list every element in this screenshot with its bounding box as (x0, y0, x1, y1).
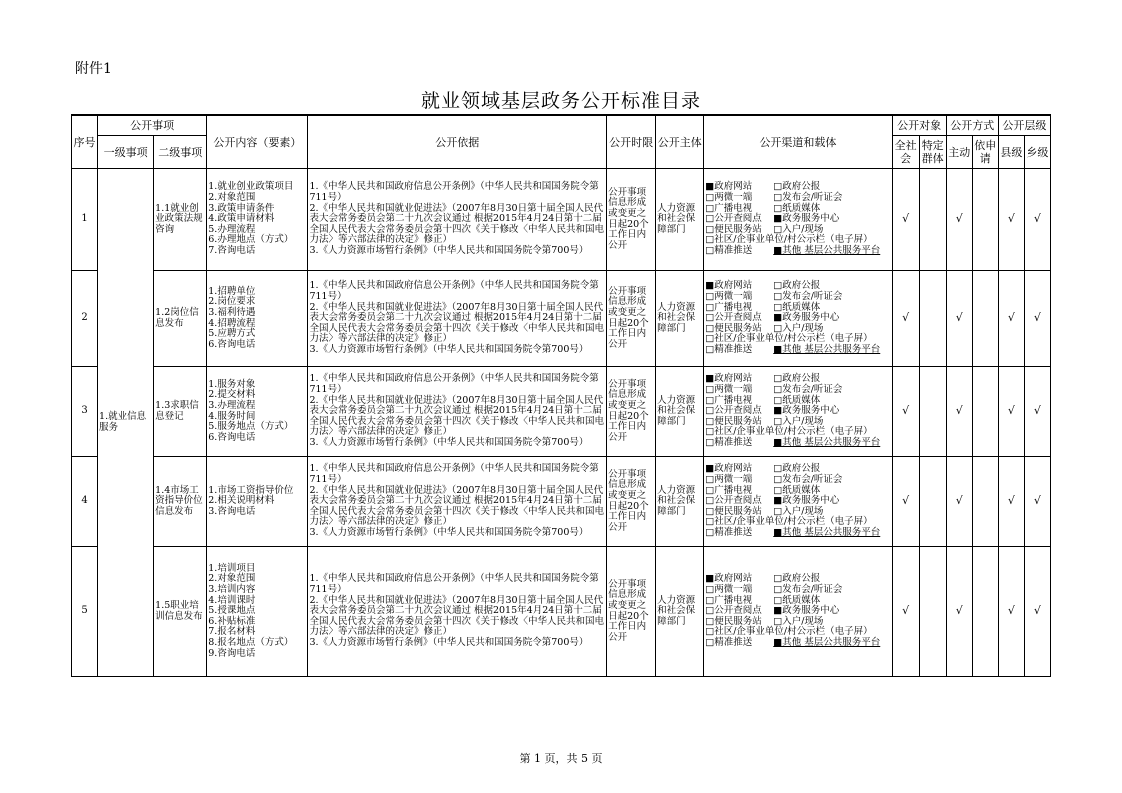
channel-option: □广播电视 (705, 301, 753, 313)
channels-list (704, 547, 892, 677)
method-active-check: √ (946, 547, 972, 677)
audience-all-check: √ (892, 457, 919, 547)
publishing-subject: 人力资源和社会保障部门 (656, 547, 704, 677)
channel-option: □公开查阅点 (705, 312, 762, 324)
channel-option: □精准推送 (705, 436, 753, 448)
legal-basis (308, 547, 607, 677)
channel-option: □便民服务站 (705, 223, 762, 235)
channel-option: □政府公报 (773, 373, 821, 385)
header-audience-group: 公开对象 (892, 115, 946, 136)
header-time-limit: 公开时限 (607, 115, 656, 169)
method-request-check (972, 169, 998, 271)
content-line: 3.培训内容 (208, 584, 256, 596)
audience-all-check: √ (892, 367, 919, 457)
channel-option: □精准推送 (705, 244, 753, 256)
channel-option: □公开查阅点 (705, 605, 762, 617)
content-line: 5.授课地点 (208, 605, 256, 617)
channel-option: □广播电视 (705, 202, 753, 214)
channel-option: □精准推送 (705, 526, 753, 538)
channel-option: □入户/现场 (773, 505, 824, 517)
row-index: 2 (72, 271, 98, 367)
channels-list (704, 271, 892, 367)
publishing-subject: 人力资源和社会保障部门 (656, 169, 704, 271)
table-row (72, 169, 1051, 271)
channel-option: □广播电视 (705, 484, 753, 496)
channel-option: ■政务服务中心 (773, 495, 840, 507)
channel-option: □入户/现场 (773, 415, 824, 427)
content-line: 8.报名地点（方式） (208, 636, 294, 648)
channel-option: □纸质媒体 (773, 484, 821, 496)
basis-line: 3.《人力资源市场暂行条例》（中华人民共和国国务院令第700号） (309, 636, 589, 648)
channel-option: □便民服务站 (705, 615, 762, 627)
header-audience-all: 全社会 (892, 136, 919, 169)
method-active-check: √ (946, 169, 972, 271)
channel-option: □纸质媒体 (773, 394, 821, 406)
content-line: 1.培训项目 (208, 562, 256, 574)
audience-specific-check (919, 169, 946, 271)
level-township-check: √ (1024, 271, 1050, 367)
time-limit: 公开事项信息形成或变更之日起20个工作日内公开 (607, 457, 656, 547)
standards-catalog-table (71, 114, 1051, 677)
header-index: 序号 (72, 115, 98, 169)
content-line: 2.岗位要求 (208, 296, 256, 308)
audience-specific-check (919, 271, 946, 367)
content-line: 6.咨询电话 (208, 431, 256, 443)
basis-line: 3.《人力资源市场暂行条例》（中华人民共和国国务院令第700号） (309, 436, 589, 448)
content-line: 4.培训课时 (208, 594, 256, 606)
content-line: 1.就业创业政策项目 (208, 181, 294, 193)
channel-option: □公开查阅点 (705, 405, 762, 417)
channel-option: □广播电视 (705, 594, 753, 606)
level-township-check: √ (1024, 547, 1050, 677)
channel-option: ■其他 基层公共服务平台 (773, 343, 881, 355)
level2-item: 1.5职业培训信息发布 (154, 547, 207, 677)
publishing-subject: 人力资源和社会保障部门 (656, 367, 704, 457)
content-line: 5.应聘方式 (208, 328, 256, 340)
content-line: 3.办理流程 (208, 399, 256, 411)
basis-line: 2.《中华人民共和国就业促进法》（2007年8月30日第十届全国人民代表大会常务委员会第二十九次会议通过 根据2015年4月24日第十二届全国人民代表大会常务委员会第十四次《关于修改〈中华人民共和国电力法〉等六部法律的决定》修正） (309, 594, 604, 638)
channel-option: □发布会/听证会 (773, 474, 843, 486)
time-limit: 公开事项信息形成或变更之日起20个工作日内公开 (607, 547, 656, 677)
content-line: 6.咨询电话 (208, 338, 256, 350)
channel-option: ■政务服务中心 (773, 312, 840, 324)
channel-option: □纸质媒体 (773, 202, 821, 214)
content-line: 6.办理地点（方式） (208, 234, 294, 246)
channel-row (705, 638, 890, 649)
table-row (72, 547, 1051, 677)
basis-line: 2.《中华人民共和国就业促进法》（2007年8月30日第十届全国人民代表大会常务委员会第二十九次会议通过 根据2015年4月24日第十二届全国人民代表大会常务委员会第十四次《关于修改〈中华人民共和国电力法〉等六部法律的决定》修正） (309, 301, 604, 345)
header-subject: 公开主体 (656, 115, 704, 169)
channel-option: □政府公报 (773, 280, 821, 292)
content-line: 9.咨询电话 (208, 647, 256, 659)
audience-all-check: √ (892, 271, 919, 367)
content-line: 3.咨询电话 (208, 505, 256, 517)
legal-basis (308, 169, 607, 271)
level2-item: 1.4市场工资指导价位信息发布 (154, 457, 207, 547)
channel-option: □社区/企事业单位/村公示栏（电子屏） (705, 333, 873, 345)
channel-row (705, 246, 890, 257)
time-limit: 公开事项信息形成或变更之日起20个工作日内公开 (607, 169, 656, 271)
channel-option: □政府公报 (773, 463, 821, 475)
legal-basis (308, 271, 607, 367)
level-county-check: √ (998, 367, 1024, 457)
channel-option: ■政府网站 (705, 181, 753, 193)
header-audience-specific: 特定群体 (919, 136, 946, 169)
row-index: 1 (72, 169, 98, 271)
basis-line: 1.《中华人民共和国政府信息公开条例》（中华人民共和国国务院令第711号） (309, 280, 599, 303)
method-active-check: √ (946, 271, 972, 367)
content-line: 2.对象范围 (208, 192, 256, 204)
header-method-group: 公开方式 (946, 115, 998, 136)
header-method-active: 主动 (946, 136, 972, 169)
channel-option: □公开查阅点 (705, 213, 762, 225)
channel-option: □纸质媒体 (773, 301, 821, 313)
channel-option: □发布会/听证会 (773, 584, 843, 596)
basis-line: 2.《中华人民共和国就业促进法》（2007年8月30日第十届全国人民代表大会常务委员会第二十九次会议通过 根据2015年4月24日第十二届全国人民代表大会常务委员会第十四次《关于修改〈中华人民共和国电力法〉等六部法律的决定》修正） (309, 394, 604, 438)
header-level1: 一级事项 (98, 136, 154, 169)
header-level-township: 乡级 (1024, 136, 1050, 169)
legal-basis (308, 457, 607, 547)
channel-option: ■其他 基层公共服务平台 (773, 526, 881, 538)
channel-option: ■其他 基层公共服务平台 (773, 436, 881, 448)
method-request-check (972, 457, 998, 547)
channel-option: □入户/现场 (773, 615, 824, 627)
row-index: 3 (72, 367, 98, 457)
level-township-check: √ (1024, 457, 1050, 547)
page-footer: 第 1 页，共 5 页 (519, 752, 603, 765)
channels-list (704, 169, 892, 271)
content-line: 7.报名材料 (208, 626, 256, 638)
content-line: 2.提交材料 (208, 389, 256, 401)
channel-option: □两微一端 (705, 584, 753, 596)
basis-line: 1.《中华人民共和国政府信息公开条例》（中华人民共和国国务院令第711号） (309, 373, 599, 396)
channel-row (705, 438, 890, 449)
method-request-check (972, 271, 998, 367)
channel-option: □发布会/听证会 (773, 291, 843, 303)
channel-option: □发布会/听证会 (773, 384, 843, 396)
channel-option: ■政府网站 (705, 373, 753, 385)
channel-option: □便民服务站 (705, 322, 762, 334)
legal-basis (308, 367, 607, 457)
table-row (72, 271, 1051, 367)
basis-line: 1.《中华人民共和国政府信息公开条例》（中华人民共和国国务院令第711号） (309, 573, 599, 596)
channel-option: ■政务服务中心 (773, 405, 840, 417)
content-line: 3.福利待遇 (208, 306, 256, 318)
channel-option: □政府公报 (773, 181, 821, 193)
channel-option: □社区/企事业单位/村公示栏（电子屏） (705, 626, 873, 638)
channel-option: □两微一端 (705, 192, 753, 204)
content-line: 7.咨询电话 (208, 244, 256, 256)
channel-option: ■政府网站 (705, 463, 753, 475)
table-body (72, 169, 1051, 677)
time-limit: 公开事项信息形成或变更之日起20个工作日内公开 (607, 271, 656, 367)
method-active-check: √ (946, 457, 972, 547)
publishing-subject: 人力资源和社会保障部门 (656, 271, 704, 367)
method-request-check (972, 547, 998, 677)
header-content: 公开内容（要素） (207, 115, 308, 169)
header-level2: 二级事项 (154, 136, 207, 169)
basis-line: 3.《人力资源市场暂行条例》（中华人民共和国国务院令第700号） (309, 343, 589, 355)
header-level-county: 县级 (998, 136, 1024, 169)
content-line: 3.政策申请条件 (208, 202, 275, 214)
channel-option: □社区/企事业单位/村公示栏（电子屏） (705, 234, 873, 246)
header-items-group: 公开事项 (98, 115, 207, 136)
content-line: 1.服务对象 (208, 378, 256, 390)
channel-option: ■政务服务中心 (773, 605, 840, 617)
content-line: 4.服务时间 (208, 410, 256, 422)
level2-item: 1.3求职信息登记 (154, 367, 207, 457)
content-elements (207, 457, 308, 547)
method-active-check: √ (946, 367, 972, 457)
level-county-check: √ (998, 271, 1024, 367)
content-line: 2.对象范围 (208, 573, 256, 585)
header-level-group: 公开层级 (998, 115, 1050, 136)
audience-all-check: √ (892, 169, 919, 271)
audience-specific-check (919, 547, 946, 677)
content-line: 6.补贴标准 (208, 615, 256, 627)
content-elements (207, 367, 308, 457)
channel-option: □入户/现场 (773, 322, 824, 334)
table-row (72, 367, 1051, 457)
content-elements (207, 547, 308, 677)
level1-item: 1.就业信息服务 (98, 169, 154, 677)
channel-option: □精准推送 (705, 343, 753, 355)
channel-option: ■其他 基层公共服务平台 (773, 244, 881, 256)
basis-line: 1.《中华人民共和国政府信息公开条例》（中华人民共和国国务院令第711号） (309, 463, 599, 486)
channel-option: ■政府网站 (705, 280, 753, 292)
document-title: 就业领域基层政务公开标准目录 (420, 90, 701, 112)
channels-list (704, 367, 892, 457)
header-channels: 公开渠道和载体 (704, 115, 892, 169)
channel-option: □政府公报 (773, 573, 821, 585)
publishing-subject: 人力资源和社会保障部门 (656, 457, 704, 547)
channels-list (704, 457, 892, 547)
content-elements (207, 271, 308, 367)
header-basis: 公开依据 (308, 115, 607, 169)
content-line: 1.市场工资指导价位 (208, 484, 294, 496)
content-line: 5.办理流程 (208, 223, 256, 235)
channel-option: □两微一端 (705, 291, 753, 303)
level2-item: 1.1就业创业政策法规咨询 (154, 169, 207, 271)
row-index: 5 (72, 547, 98, 677)
level-county-check: √ (998, 169, 1024, 271)
channel-option: □精准推送 (705, 636, 753, 648)
row-index: 4 (72, 457, 98, 547)
basis-line: 2.《中华人民共和国就业促进法》（2007年8月30日第十届全国人民代表大会常务委员会第二十九次会议通过 根据2015年4月24日第十二届全国人民代表大会常务委员会第十四次《关于修改〈中华人民共和国电力法〉等六部法律的决定》修正） (309, 484, 604, 528)
channel-option: □广播电视 (705, 394, 753, 406)
method-request-check (972, 367, 998, 457)
header-method-request: 依申请 (972, 136, 998, 169)
level-township-check: √ (1024, 169, 1050, 271)
table-row (72, 457, 1051, 547)
content-line: 1.招聘单位 (208, 285, 256, 297)
channel-option: □发布会/听证会 (773, 192, 843, 204)
channel-option: □便民服务站 (705, 415, 762, 427)
basis-line: 3.《人力资源市场暂行条例》（中华人民共和国国务院令第700号） (309, 526, 589, 538)
channel-option: □两微一端 (705, 474, 753, 486)
level-county-check: √ (998, 547, 1024, 677)
audience-specific-check (919, 457, 946, 547)
audience-all-check: √ (892, 547, 919, 677)
channel-option: □便民服务站 (705, 505, 762, 517)
basis-line: 2.《中华人民共和国就业促进法》（2007年8月30日第十届全国人民代表大会常务委员会第二十九次会议通过 根据2015年4月24日第十二届全国人民代表大会常务委员会第十四次《关于修改〈中华人民共和国电力法〉等六部法律的决定》修正） (309, 202, 604, 246)
content-line: 4.招聘流程 (208, 317, 256, 329)
level2-item: 1.2岗位信息发布 (154, 271, 207, 367)
channel-option: ■政务服务中心 (773, 213, 840, 225)
level-township-check: √ (1024, 367, 1050, 457)
channel-option: ■政府网站 (705, 573, 753, 585)
time-limit: 公开事项信息形成或变更之日起20个工作日内公开 (607, 367, 656, 457)
channel-option: □公开查阅点 (705, 495, 762, 507)
content-elements (207, 169, 308, 271)
channel-option: □社区/企事业单位/村公示栏（电子屏） (705, 516, 873, 528)
audience-specific-check (919, 367, 946, 457)
channel-row (705, 345, 890, 356)
basis-line: 1.《中华人民共和国政府信息公开条例》（中华人民共和国国务院令第711号） (309, 181, 599, 204)
channel-option: □两微一端 (705, 384, 753, 396)
content-line: 4.政策申请材料 (208, 213, 275, 225)
channel-option: □入户/现场 (773, 223, 824, 235)
level-county-check: √ (998, 457, 1024, 547)
content-line: 2.相关说明材料 (208, 495, 275, 507)
channel-option: □社区/企事业单位/村公示栏（电子屏） (705, 426, 873, 438)
content-line: 5.服务地点（方式） (208, 421, 294, 433)
basis-line: 3.《人力资源市场暂行条例》（中华人民共和国国务院令第700号） (309, 244, 589, 256)
channel-option: ■其他 基层公共服务平台 (773, 636, 881, 648)
attachment-label: 附件1 (75, 61, 112, 77)
channel-option: □纸质媒体 (773, 594, 821, 606)
channel-row (705, 528, 890, 539)
